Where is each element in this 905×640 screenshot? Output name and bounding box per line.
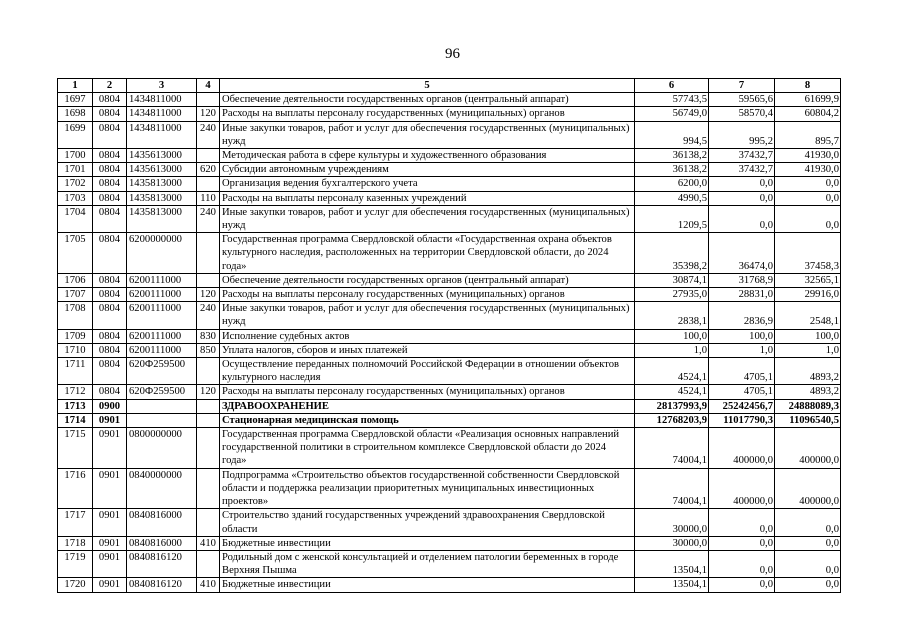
section-code: 0804 — [93, 233, 127, 274]
row-number: 1714 — [58, 413, 93, 427]
target-article-code: 0800000000 — [127, 428, 197, 469]
page-number: 96 — [445, 46, 460, 62]
target-article-code: 6200111000 — [127, 288, 197, 302]
item-name: Иные закупки товаров, работ и услуг для обеспечения государственных (муниципальных) нужд — [220, 121, 635, 148]
amount-col-6: 30874,1 — [635, 273, 709, 287]
amount-col-8: 0,0 — [775, 177, 841, 191]
target-article-code: 6200111000 — [127, 343, 197, 357]
item-name: Методическая работа в сфере культуры и художественного образования — [220, 149, 635, 163]
row-number: 1718 — [58, 536, 93, 550]
row-number: 1699 — [58, 121, 93, 148]
section-code: 0804 — [93, 191, 127, 205]
table-row — [58, 121, 841, 148]
amount-col-8: 895,7 — [775, 121, 841, 148]
table-row — [58, 107, 841, 121]
amount-col-7: 36474,0 — [709, 233, 775, 274]
section-code: 0901 — [93, 509, 127, 536]
target-article-code: 6200111000 — [127, 329, 197, 343]
amount-col-7: 0,0 — [709, 205, 775, 232]
amount-col-7: 31768,9 — [709, 273, 775, 287]
section-code: 0804 — [93, 302, 127, 329]
header-col-8: 8 — [775, 79, 841, 93]
row-number: 1701 — [58, 163, 93, 177]
table-row — [58, 93, 841, 107]
row-number: 1716 — [58, 468, 93, 509]
header-col-2: 2 — [93, 79, 127, 93]
section-code: 0804 — [93, 358, 127, 385]
amount-col-6: 36138,2 — [635, 149, 709, 163]
amount-col-7: 1,0 — [709, 343, 775, 357]
amount-col-7: 400000,0 — [709, 428, 775, 469]
amount-col-6: 994,5 — [635, 121, 709, 148]
expense-type-code — [197, 428, 220, 469]
target-article-code: 1435813000 — [127, 205, 197, 232]
table-row — [58, 399, 841, 413]
target-article-code: 0840816000 — [127, 536, 197, 550]
expense-type-code: 240 — [197, 121, 220, 148]
item-name: Бюджетные инвестиции — [220, 578, 635, 592]
amount-col-6: 35398,2 — [635, 233, 709, 274]
section-code: 0804 — [93, 329, 127, 343]
row-number: 1705 — [58, 233, 93, 274]
expense-type-code — [197, 399, 220, 413]
section-code: 0804 — [93, 343, 127, 357]
row-number: 1715 — [58, 428, 93, 469]
amount-col-6: 13504,1 — [635, 578, 709, 592]
amount-col-7: 100,0 — [709, 329, 775, 343]
table-row — [58, 385, 841, 399]
section-code: 0804 — [93, 149, 127, 163]
amount-col-8: 29916,0 — [775, 288, 841, 302]
item-name: Стационарная медицинская помощь — [220, 413, 635, 427]
amount-col-8: 60804,2 — [775, 107, 841, 121]
expense-type-code: 620 — [197, 163, 220, 177]
expense-type-code: 120 — [197, 288, 220, 302]
row-number: 1717 — [58, 509, 93, 536]
section-code: 0804 — [93, 177, 127, 191]
amount-col-8: 41930,0 — [775, 149, 841, 163]
item-name: Строительство зданий государственных учреждений здравоохранения Свердловской области — [220, 509, 635, 536]
expense-type-code — [197, 149, 220, 163]
amount-col-6: 74004,1 — [635, 468, 709, 509]
table-row — [58, 191, 841, 205]
table-row — [58, 536, 841, 550]
item-name: Расходы на выплаты персоналу казенных учреждений — [220, 191, 635, 205]
section-code: 0901 — [93, 536, 127, 550]
amount-col-7: 37432,7 — [709, 149, 775, 163]
amount-col-6: 4524,1 — [635, 358, 709, 385]
section-code: 0901 — [93, 413, 127, 427]
target-article-code: 1435813000 — [127, 191, 197, 205]
table-row — [58, 273, 841, 287]
expense-type-code — [197, 413, 220, 427]
target-article-code: 6200000000 — [127, 233, 197, 274]
expense-type-code — [197, 468, 220, 509]
amount-col-7: 59565,6 — [709, 93, 775, 107]
amount-col-8: 2548,1 — [775, 302, 841, 329]
row-number: 1720 — [58, 578, 93, 592]
amount-col-6: 6200,0 — [635, 177, 709, 191]
amount-col-8: 61699,9 — [775, 93, 841, 107]
expense-type-code: 120 — [197, 107, 220, 121]
target-article-code: 1434811000 — [127, 93, 197, 107]
item-name: Исполнение судебных актов — [220, 329, 635, 343]
expense-type-code: 410 — [197, 536, 220, 550]
amount-col-7: 0,0 — [709, 578, 775, 592]
expense-type-code — [197, 358, 220, 385]
amount-col-6: 12768203,9 — [635, 413, 709, 427]
table-body — [58, 93, 841, 592]
amount-col-8: 0,0 — [775, 509, 841, 536]
amount-col-8: 400000,0 — [775, 428, 841, 469]
item-name: Организация ведения бухгалтерского учета — [220, 177, 635, 191]
amount-col-7: 28831,0 — [709, 288, 775, 302]
target-article-code: 6200111000 — [127, 273, 197, 287]
item-name: Осуществление переданных полномочий Российской Федерации в отношении объектов культурного наследия — [220, 358, 635, 385]
table-row — [58, 428, 841, 469]
target-article-code: 0840816000 — [127, 509, 197, 536]
item-name: Уплата налогов, сборов и иных платежей — [220, 343, 635, 357]
amount-col-6: 36138,2 — [635, 163, 709, 177]
expense-type-code — [197, 233, 220, 274]
header-col-3: 3 — [127, 79, 197, 93]
item-name: Родильный дом с женской консультацией и отделением патологии беременных в городе Верхняя Пышма — [220, 550, 635, 577]
table-row — [58, 509, 841, 536]
amount-col-7: 11017790,3 — [709, 413, 775, 427]
section-code: 0804 — [93, 288, 127, 302]
row-number: 1708 — [58, 302, 93, 329]
amount-col-8: 0,0 — [775, 550, 841, 577]
amount-col-8: 400000,0 — [775, 468, 841, 509]
amount-col-8: 24888089,3 — [775, 399, 841, 413]
target-article-code: 1435613000 — [127, 149, 197, 163]
header-col-6: 6 — [635, 79, 709, 93]
amount-col-8: 0,0 — [775, 536, 841, 550]
item-name: Бюджетные инвестиции — [220, 536, 635, 550]
amount-col-8: 0,0 — [775, 578, 841, 592]
header-col-5: 5 — [220, 79, 635, 93]
amount-col-7: 0,0 — [709, 509, 775, 536]
item-name: ЗДРАВООХРАНЕНИЕ — [220, 399, 635, 413]
section-code: 0804 — [93, 385, 127, 399]
table-row — [58, 343, 841, 357]
amount-col-7: 0,0 — [709, 177, 775, 191]
expense-type-code: 110 — [197, 191, 220, 205]
amount-col-7: 0,0 — [709, 536, 775, 550]
target-article-code: 620Ф259500 — [127, 385, 197, 399]
amount-col-6: 1209,5 — [635, 205, 709, 232]
amount-col-7: 4705,1 — [709, 358, 775, 385]
expense-type-code: 830 — [197, 329, 220, 343]
target-article-code: 0840816120 — [127, 550, 197, 577]
target-article-code: 620Ф259500 — [127, 358, 197, 385]
table-row — [58, 302, 841, 329]
amount-col-8: 100,0 — [775, 329, 841, 343]
item-name: Государственная программа Свердловской области «Государственная охрана объектов культурного наследия, расположенных на территории Свердловской области, до 2024 года» — [220, 233, 635, 274]
header-col-4: 4 — [197, 79, 220, 93]
amount-col-8: 37458,3 — [775, 233, 841, 274]
item-name: Расходы на выплаты персоналу государственных (муниципальных) органов — [220, 385, 635, 399]
row-number: 1709 — [58, 329, 93, 343]
table-row — [58, 578, 841, 592]
item-name: Государственная программа Свердловской области «Реализация основных направлений государственной политики в строительном комплексе Свердловской области до 2024 года» — [220, 428, 635, 469]
table-row — [58, 413, 841, 427]
target-article-code: 0840816120 — [127, 578, 197, 592]
amount-col-7: 2836,9 — [709, 302, 775, 329]
amount-col-8: 32565,1 — [775, 273, 841, 287]
header-col-7: 7 — [709, 79, 775, 93]
row-number: 1697 — [58, 93, 93, 107]
amount-col-8: 11096540,5 — [775, 413, 841, 427]
target-article-code: 1434811000 — [127, 121, 197, 148]
table-row — [58, 358, 841, 385]
row-number: 1711 — [58, 358, 93, 385]
amount-col-7: 0,0 — [709, 550, 775, 577]
expense-type-code: 120 — [197, 385, 220, 399]
section-code: 0900 — [93, 399, 127, 413]
target-article-code — [127, 399, 197, 413]
amount-col-7: 0,0 — [709, 191, 775, 205]
expense-type-code — [197, 509, 220, 536]
item-name: Расходы на выплаты персоналу государственных (муниципальных) органов — [220, 288, 635, 302]
row-number: 1712 — [58, 385, 93, 399]
section-code: 0901 — [93, 578, 127, 592]
amount-col-6: 100,0 — [635, 329, 709, 343]
row-number: 1704 — [58, 205, 93, 232]
item-name: Подпрограмма «Строительство объектов государственной собственности Свердловской области и поддержка реализации приоритетных муниципальных инвестиционных проектов» — [220, 468, 635, 509]
amount-col-6: 4990,5 — [635, 191, 709, 205]
amount-col-6: 2838,1 — [635, 302, 709, 329]
target-article-code: 1435613000 — [127, 163, 197, 177]
amount-col-6: 1,0 — [635, 343, 709, 357]
amount-col-6: 57743,5 — [635, 93, 709, 107]
expense-type-code: 240 — [197, 205, 220, 232]
row-number: 1710 — [58, 343, 93, 357]
amount-col-6: 56749,0 — [635, 107, 709, 121]
table-row — [58, 329, 841, 343]
header-row — [58, 79, 841, 93]
amount-col-6: 30000,0 — [635, 536, 709, 550]
row-number: 1706 — [58, 273, 93, 287]
row-number: 1700 — [58, 149, 93, 163]
section-code: 0804 — [93, 107, 127, 121]
table-row — [58, 468, 841, 509]
amount-col-7: 4705,1 — [709, 385, 775, 399]
expense-type-code — [197, 550, 220, 577]
row-number: 1719 — [58, 550, 93, 577]
section-code: 0804 — [93, 121, 127, 148]
item-name: Обеспечение деятельности государственных органов (центральный аппарат) — [220, 93, 635, 107]
table-row — [58, 205, 841, 232]
section-code: 0804 — [93, 163, 127, 177]
amount-col-7: 25242456,7 — [709, 399, 775, 413]
budget-table — [57, 78, 841, 593]
target-article-code — [127, 413, 197, 427]
expense-type-code: 240 — [197, 302, 220, 329]
amount-col-7: 37432,7 — [709, 163, 775, 177]
amount-col-6: 4524,1 — [635, 385, 709, 399]
amount-col-8: 0,0 — [775, 205, 841, 232]
expense-type-code: 850 — [197, 343, 220, 357]
item-name: Субсидии автономным учреждениям — [220, 163, 635, 177]
amount-col-7: 58570,4 — [709, 107, 775, 121]
amount-col-6: 27935,0 — [635, 288, 709, 302]
amount-col-8: 4893,2 — [775, 385, 841, 399]
expense-type-code — [197, 273, 220, 287]
expense-type-code — [197, 93, 220, 107]
table-row — [58, 233, 841, 274]
item-name: Иные закупки товаров, работ и услуг для обеспечения государственных (муниципальных) нужд — [220, 302, 635, 329]
header-col-1: 1 — [58, 79, 93, 93]
target-article-code: 0840000000 — [127, 468, 197, 509]
section-code: 0901 — [93, 550, 127, 577]
amount-col-6: 74004,1 — [635, 428, 709, 469]
item-name: Иные закупки товаров, работ и услуг для обеспечения государственных (муниципальных) нужд — [220, 205, 635, 232]
section-code: 0804 — [93, 93, 127, 107]
target-article-code: 1435813000 — [127, 177, 197, 191]
expense-type-code: 410 — [197, 578, 220, 592]
target-article-code: 6200111000 — [127, 302, 197, 329]
row-number: 1707 — [58, 288, 93, 302]
row-number: 1698 — [58, 107, 93, 121]
amount-col-6: 30000,0 — [635, 509, 709, 536]
item-name: Расходы на выплаты персоналу государственных (муниципальных) органов — [220, 107, 635, 121]
table-row — [58, 550, 841, 577]
row-number: 1702 — [58, 177, 93, 191]
amount-col-6: 13504,1 — [635, 550, 709, 577]
amount-col-8: 0,0 — [775, 191, 841, 205]
section-code: 0901 — [93, 428, 127, 469]
row-number: 1713 — [58, 399, 93, 413]
amount-col-8: 41930,0 — [775, 163, 841, 177]
section-code: 0901 — [93, 468, 127, 509]
table-row — [58, 288, 841, 302]
amount-col-7: 995,2 — [709, 121, 775, 148]
amount-col-7: 400000,0 — [709, 468, 775, 509]
amount-col-6: 28137993,9 — [635, 399, 709, 413]
expense-type-code — [197, 177, 220, 191]
target-article-code: 1434811000 — [127, 107, 197, 121]
amount-col-8: 4893,2 — [775, 358, 841, 385]
section-code: 0804 — [93, 205, 127, 232]
table-row — [58, 163, 841, 177]
section-code: 0804 — [93, 273, 127, 287]
item-name: Обеспечение деятельности государственных органов (центральный аппарат) — [220, 273, 635, 287]
table-row — [58, 177, 841, 191]
table-row — [58, 149, 841, 163]
amount-col-8: 1,0 — [775, 343, 841, 357]
row-number: 1703 — [58, 191, 93, 205]
